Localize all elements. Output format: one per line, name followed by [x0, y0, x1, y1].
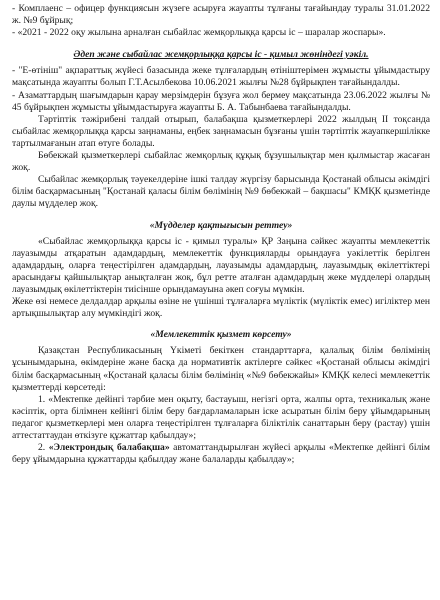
conflict-paragraph-1: «Сыбайлас жемқорлыққа қарсы іс - қимыл туралы» ҚР Заңына сәйкес жауапты мемлекеттік лауазымды атқаратын адамдардың, мемлекеттік функцияларды орындауға уәкілеттік берілген адамдардың, оларға теңестірілген адамдардың, лауазымды адамдардың, лауазымдық өкілеттіктері арасындағы қайшылықтар анықталған жоқ, бұл ретте аталған адамдардың жеке мүдделері олардың лауазымдық өкілеттіктерін тиісінше орындамауына әкеп соғуы мүмкін.	[12, 235, 430, 295]
ethics-paragraph-5: Сыбайлас жемқорлық тәуекелдеріне ішкі талдау жүргізу барысында Қостанай облысы әкімдігі білім басқармасының "Қостанай қаласы білім бөлімінің №9 бөбекжай – бақшасы" КМҚК қызметінде даулы мүдделер жоқ.	[12, 174, 430, 210]
conflict-paragraph-2: Жеке өзі немесе делдалдар арқылы өзіне не үшінші тұлғаларға мүліктік (мүліктік емес) игіліктер мен артықшылықтар алу мүмкіндігі жоқ.	[12, 296, 430, 320]
ethics-paragraph-1: - "Е-өтініш" ақпараттық жүйесі базасында жеке тұлғалардың өтініштерімен жұмысты ұйымдастыру мақсатында жауапты болып Г.Т.Асылбекова 10.06.2021 жылғы №28 бұйрықпен тағайындалды.	[12, 65, 430, 89]
services-item-2-number: 2.	[38, 442, 49, 454]
ethics-paragraph-3: Тәртіптік тәжірибені талдай отырып, балабақша қызметкерлері 2022 жылдың ІІ тоқсанда сыбайлас жемқорлыққа қарсы заңнаманы, еңбек заңнамасын бұзғаны үшін тәртіптік жауапкершілікке тартылмағанын атап өтуге болады.	[12, 113, 430, 149]
ethics-paragraph-4: Бөбекжай қызметкерлері сыбайлас жемқорлық құқық бұзушылықтар мен қылмыстар жасаған жоқ.	[12, 150, 430, 174]
services-item-2-text: автоматтандырылған жүйесі арқылы «Мектепке дейінгі білім беру ұйымдарына құжаттарды қабылдау және балаларды қабылдау»;	[12, 442, 431, 466]
services-item-2-system-name: «Электрондық балабақша»	[48, 442, 170, 454]
intro-bullet-plan: - «2021 - 2022 оқу жылына арналған сыбайлас жемқорлыққа қарсы іс – шаралар жоспары».	[12, 27, 386, 39]
services-paragraph-1: Қазақстан Республикасының Үкіметі бекіткен стандарттарға, қалалық білім бөлімінің ұсынымдарына, өкімдеріне және басқа да нормативтік актілерге сәйкес «Қостанай облысы әкімдігі білім басқармасының «Қостанай қаласы білім бөлімінің «№9 бөбекжайы» КМҚК келесі мемлекеттік қызметтерді көрсетеді:	[12, 345, 430, 393]
section-heading-services: «Мемлекеттік қызмет көрсету»	[150, 329, 292, 341]
section-heading-conflict: «Мүдделер қақтығысын реттеу»	[149, 219, 293, 231]
services-item-1: 1. «Мектепке дейінгі тәрбие мен оқыту, бастауыш, негізгі орта, жалпы орта, техникалық және кәсіптік, орта білімнен кейінгі білім беру бағдарламаларын іске асыратын білім беру ұйымдарының педагог қызметкерлері мен оларға теңестірілген тұлғаларға біліктілік санаттарын беру (растау) үшін аттестаттаудан өткізуге құжаттар қабылдау»;	[12, 393, 430, 441]
section-heading-ethics: Әдеп және сыбайлас жемқорлыққа қарсы іс - қимыл жөніндегі уәкіл.	[73, 49, 369, 61]
ethics-paragraph-2: - Азаматтардың шағымдарын қарау мерзімдерін бұзуға жол бермеу мақсатында 23.06.2022 жылғы № 45 бұйрықпен жұмысты ұйымдастыруға жауапты Б. А. Табынбаева тағайындалды.	[12, 89, 430, 113]
intro-bullet-order: - Комплаенс – офицер функциясын жүзеге асыруға жауапты тұлғаны тағайындау туралы 31.01.2022 ж. №9 бұйрық;	[12, 3, 430, 27]
services-item-2	[12, 442, 430, 466]
